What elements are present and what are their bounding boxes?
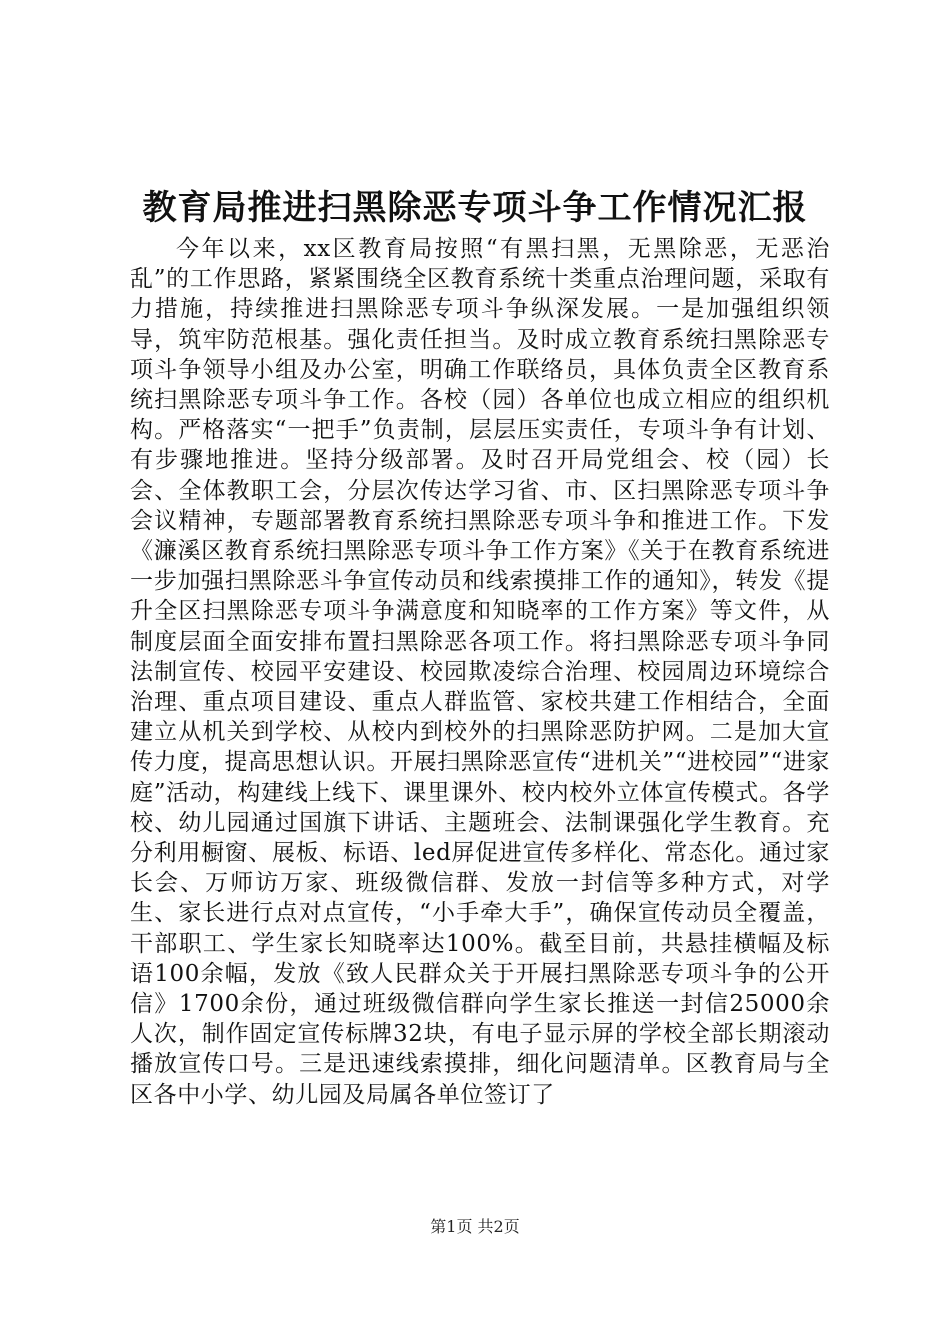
document-title: 教育局推进扫黑除恶专项斗争工作情况汇报	[142, 188, 808, 228]
page-number-footer: 第1页 共2页	[430, 1217, 520, 1236]
body-paragraph: 今年以来，xx区教育局按照“有黑扫黑，无黑除恶，无恶治乱”的工作思路，紧紧围绕全区教育系统十类重点治理问题，采取有力措施，持续推进扫黑除恶专项斗争纵深发展。一是加强组织领导，筑牢防范根基。强化责任担当。及时成立教育系统扫黑除恶专项斗争领导小组及办公室，明确工作联络员，具体负责全区教育系统扫黑除恶专项斗争工作。各校（园）各单位也成立相应的组织机构。严格落实“一把手”负责制，层层压实责任，专项斗争有计划、有步骤地推进。坚持分级部署。及时召开局党组会、校（园）长会、全体教职工会，分层次传达学习省、市、区扫黑除恶专项斗争会议精神，专题部署教育系统扫黑除恶专项斗争和推进工作。下发《濂溪区教育系统扫黑除恶专项斗争工作方案》《关于在教育系统进一步加强扫黑除恶斗争宣传动员和线索摸排工作的通知》，转发《提升全区扫黑除恶专项斗争满意度和知晓率的工作方案》等文件，从制度层面全面安排布置扫黑除恶各项工作。将扫黑除恶专项斗争同法制宣传、校园平安建设、校园欺凌综合治理、校园周边环境综合治理、重点项目建设、重点人群监管、家校共建工作相结合，全面建立从机关到学校、从校内到校外的扫黑除恶防护网。二是加大宣传力度，提高思想认识。开展扫黑除恶宣传“进机关”“进校园”“进家庭”活动，构建线上线下、课里课外、校内校外立体宣传模式。各学校、幼儿园通过国旗下讲话、主题班会、法制课强化学生教育。充分利用橱窗、展板、标语、led屏促进宣传多样化、常态化。通过家长会、万师访万家、班级微信群、发放一封信等多种方式，对学生、家长进行点对点宣传，“小手牵大手”，确保宣传动员全覆盖，干部职工、学生家长知晓率达100%。截至目前，共悬挂横幅及标语100余幅，发放《致人民群众关于开展扫黑除恶专项斗争的公开信》1700余份，通过班级微信群向学生家长推送一封信25000余人次，制作固定宣传标牌32块，有电子显示屏的学校全部长期滚动播放宣传口号。三是迅速线索摸排，细化问题清单。区教育局与全区各中小学、幼儿园及局属各单位签订了	[130, 236, 830, 1108]
